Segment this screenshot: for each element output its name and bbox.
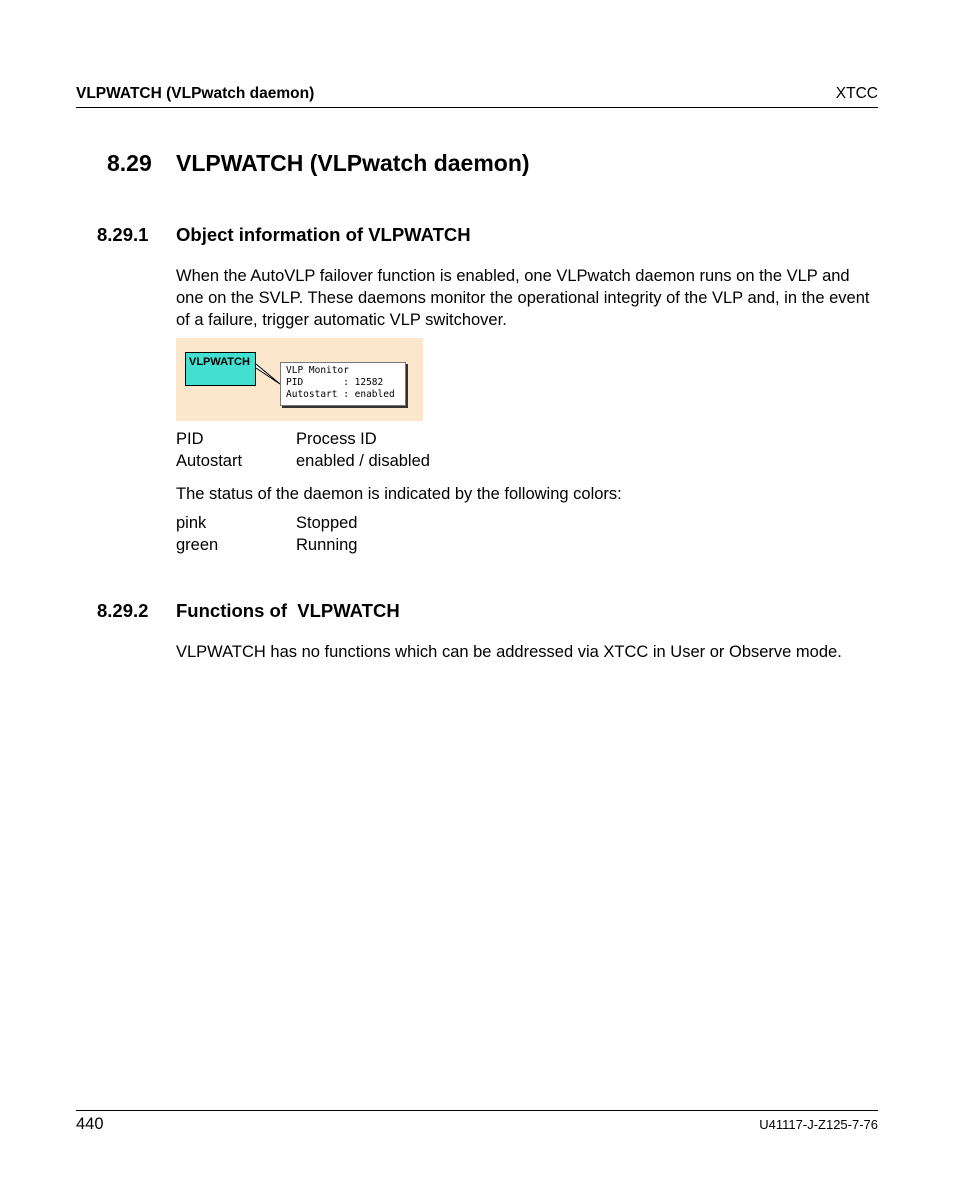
definition-row — [176, 429, 430, 451]
page-number: 440 — [76, 1115, 104, 1133]
subsection-heading-1 — [97, 224, 471, 246]
definition-desc: Process ID — [296, 430, 377, 448]
status-paragraph: The status of the daemon is indicated by the following colors: — [176, 485, 622, 503]
vlpwatch-node: VLPWATCH — [185, 352, 256, 386]
definition-desc: enabled / disabled — [296, 451, 430, 470]
color-term: green — [176, 535, 219, 554]
color-desc: Stopped — [296, 514, 358, 532]
definition-term: Autostart — [176, 451, 243, 470]
vlpwatch-figure — [176, 338, 423, 421]
subsection-title-1: Object information of VLPWATCH — [176, 224, 471, 245]
section-number: 8.29 — [107, 150, 152, 176]
functions-paragraph: VLPWATCH has no functions which can be addressed via XTCC in User or Observe mode. — [176, 643, 842, 661]
intro-paragraph: When the AutoVLP failover function is enabled, one VLPwatch daemon runs on the VLP and one on the SVLP. These daemons monitor the operational integrity of the VLP and, in the event of a failure, trigger automatic VLP switchover. — [176, 267, 870, 329]
running-header-title: VLPWATCH (VLPwatch daemon) — [76, 85, 315, 102]
definition-row — [176, 451, 430, 473]
subsection-number-1: 8.29.1 — [97, 224, 149, 245]
vlp-monitor-tooltip — [280, 362, 406, 406]
color-desc: Running — [296, 535, 358, 554]
color-term: pink — [176, 514, 207, 532]
document-id: U41117-J-Z125-7-76 — [759, 1117, 878, 1132]
tooltip-line-3: Autostart : enabled — [286, 389, 395, 400]
color-table — [176, 513, 357, 556]
tooltip-line-2: PID : 12582 — [286, 377, 384, 388]
definition-table — [176, 429, 430, 472]
color-row — [176, 513, 357, 535]
header-rule — [76, 107, 878, 108]
section-heading — [107, 150, 530, 177]
subsection-heading-2 — [97, 600, 400, 622]
tooltip-line-1: VLP Monitor — [286, 365, 349, 376]
footer-rule — [76, 1110, 878, 1111]
section-title: VLPWATCH (VLPwatch daemon) — [176, 150, 530, 176]
color-row — [176, 535, 357, 557]
subsection-title-2: Functions of VLPWATCH — [176, 600, 400, 621]
running-header-product: XTCC — [835, 85, 878, 102]
definition-term: PID — [176, 430, 204, 448]
subsection-number-2: 8.29.2 — [97, 600, 149, 621]
